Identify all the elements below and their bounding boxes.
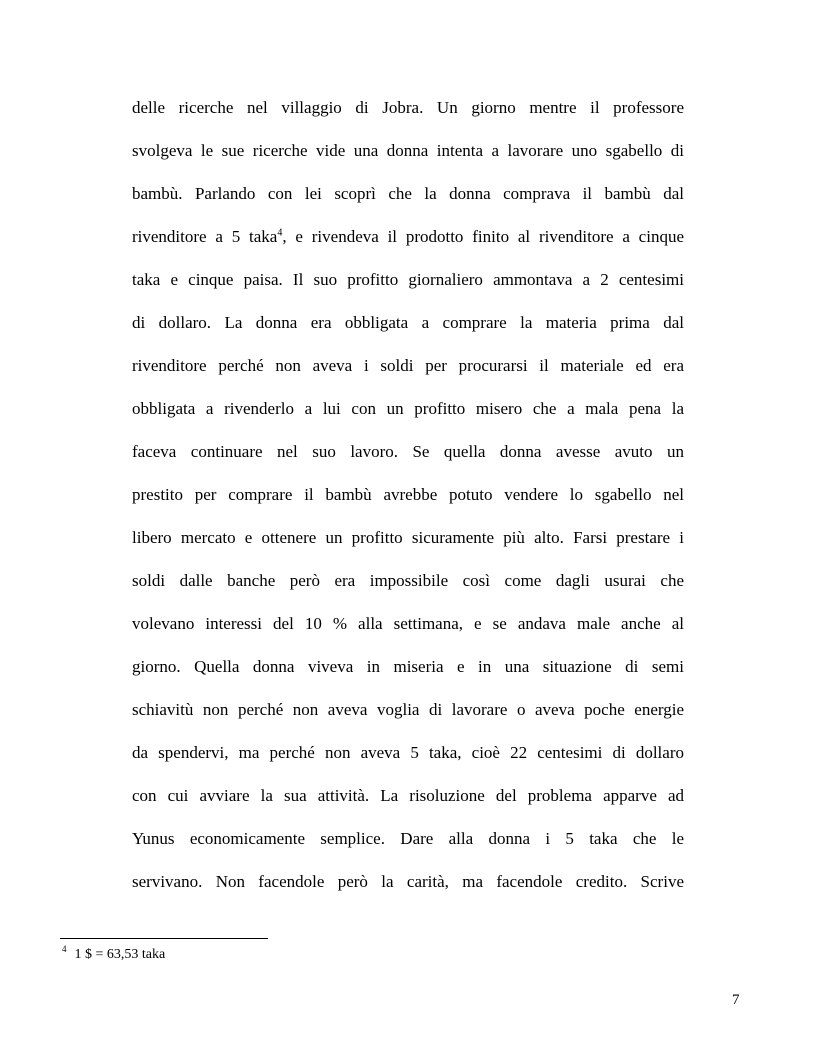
footnote-reference[interactable]: 4 bbox=[277, 227, 283, 239]
text-line: svolgeva le sue ricerche vide una donna intenta a lavorare uno sgabello di bbox=[132, 141, 684, 160]
text-line: servivano. Non facendole però la carità, ma facendole credito. Scrive bbox=[132, 872, 684, 891]
text-line: libero mercato e ottenere un profitto sicuramente più alto. Farsi prestare i bbox=[132, 528, 684, 547]
text-line: di dollaro. La donna era obbligata a comprare la materia prima dal bbox=[132, 313, 684, 332]
footnote bbox=[62, 945, 165, 965]
text-line: delle ricerche nel villaggio di Jobra. Un giorno mentre il professore bbox=[132, 98, 684, 117]
text-line: taka e cinque paisa. Il suo profitto giornaliero ammontava a 2 centesimi bbox=[132, 270, 684, 289]
text-line: volevano interessi del 10 % alla settimana, e se andava male anche al bbox=[132, 614, 684, 633]
footnote-mark: 4 bbox=[62, 944, 67, 955]
text-line: giorno. Quella donna viveva in miseria e in una situazione di semi bbox=[132, 657, 684, 676]
text-segment: , e rivendeva il prodotto finito al rivenditore a cinque bbox=[282, 227, 684, 246]
text-line-with-footnote-ref bbox=[132, 218, 684, 261]
text-line: obbligata a rivenderlo a lui con un profitto misero che a mala pena la bbox=[132, 399, 684, 418]
footnote-text: 1 $ = 63,53 taka bbox=[74, 947, 166, 962]
footnote-divider bbox=[60, 938, 268, 939]
body-text bbox=[132, 89, 684, 906]
page-number: 7 bbox=[732, 992, 740, 1008]
text-line: con cui avviare la sua attività. La risoluzione del problema apparve ad bbox=[132, 786, 684, 805]
text-line: rivenditore perché non aveva i soldi per procurarsi il materiale ed era bbox=[132, 356, 684, 375]
text-line: faceva continuare nel suo lavoro. Se quella donna avesse avuto un bbox=[132, 442, 684, 461]
text-line: soldi dalle banche però era impossibile così come dagli usurai che bbox=[132, 571, 684, 590]
text-line: schiavitù non perché non aveva voglia di lavorare o aveva poche energie bbox=[132, 700, 684, 719]
text-segment: rivenditore a 5 taka bbox=[132, 227, 278, 246]
text-line: da spendervi, ma perché non aveva 5 taka, cioè 22 centesimi di dollaro bbox=[132, 743, 684, 762]
text-line: bambù. Parlando con lei scoprì che la donna comprava il bambù dal bbox=[132, 184, 684, 203]
text-line: Yunus economicamente semplice. Dare alla donna i 5 taka che le bbox=[132, 829, 684, 848]
text-line: prestito per comprare il bambù avrebbe potuto vendere lo sgabello nel bbox=[132, 485, 684, 504]
